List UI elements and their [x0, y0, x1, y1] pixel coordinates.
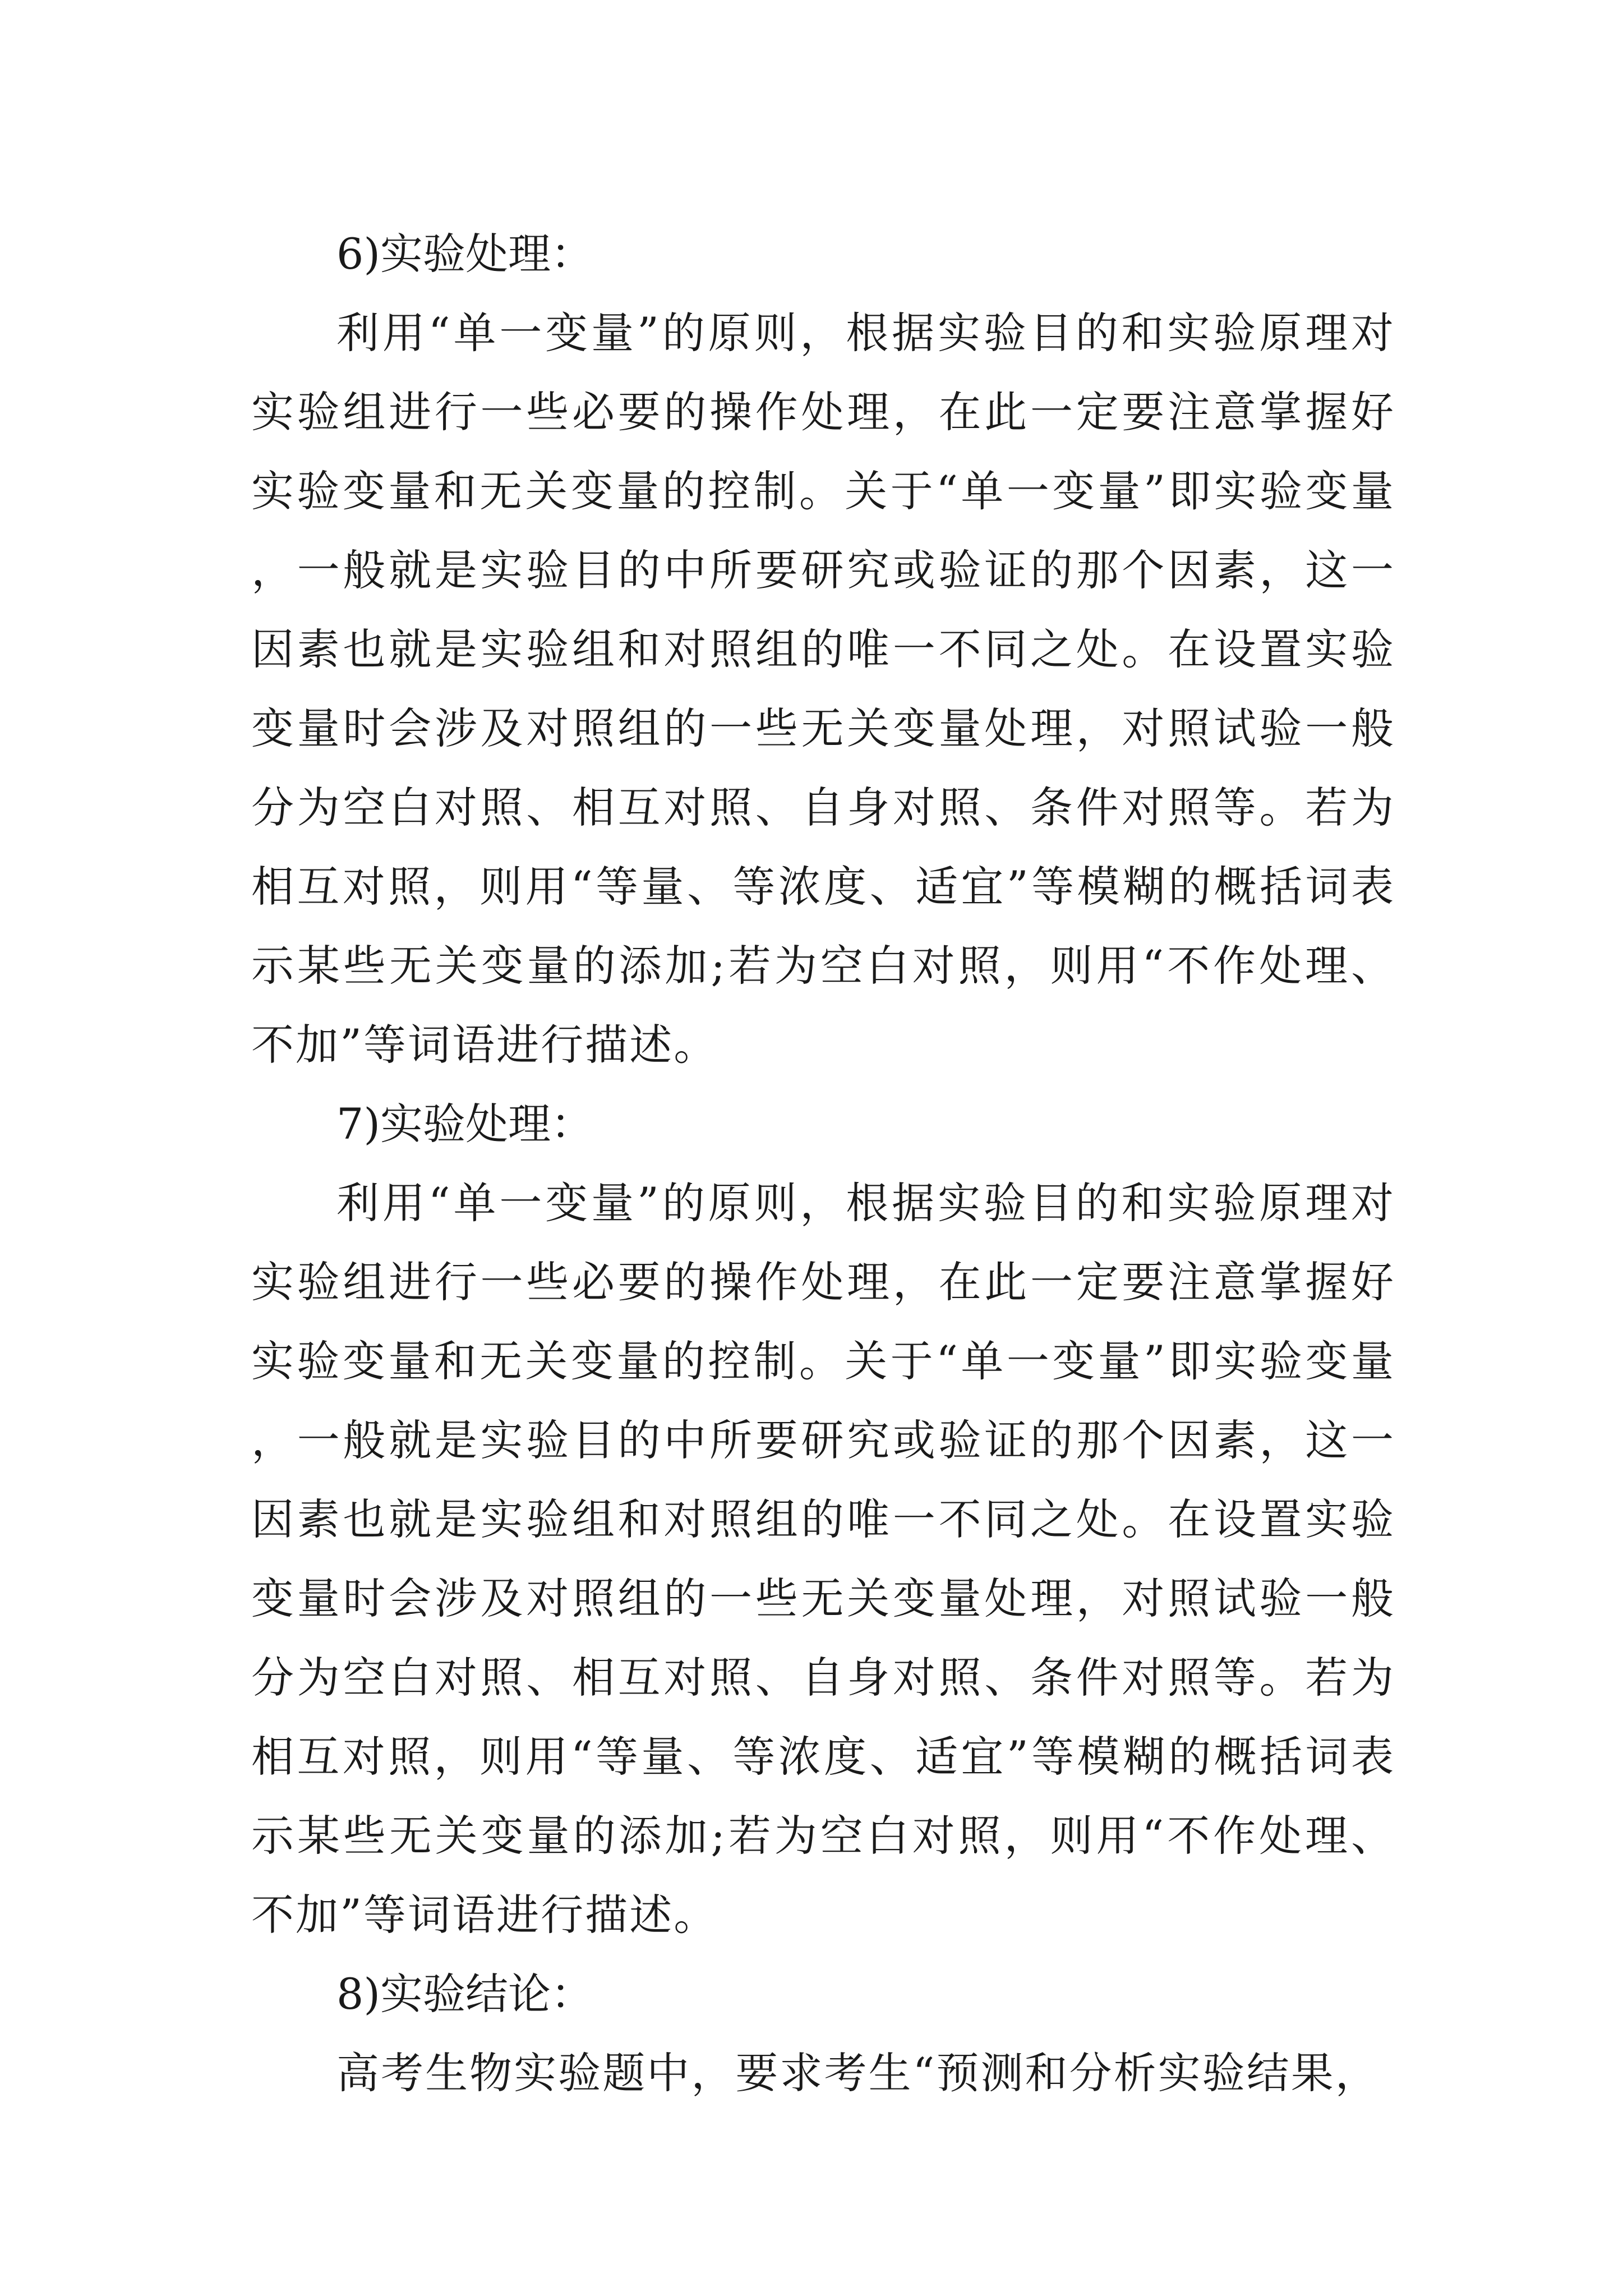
section-paragraph: 利用“单一变量”的原则，根据实验目的和实验原理对实验组进行一些必要的操作处理，在此一定要注意掌握好实验变量和无关变量的控制。关于“单一变量”即实验变量，一般就是实验目的中所要研究或验证的那个因素，这一因素也就是实验组和对照组的唯一不同之处。在设置实验变量时会涉及对照组的一些无关变量处理，对照试验一般分为空白对照、相互对照、自身对照、条件对照等。若为相互对照，则用“等量、等浓度、适宜”等模糊的概括词表示某些无关变量的添加;若为空白对照，则用“不作处理、不加”等词语进行描述。: [251, 1178, 1395, 1940]
section-heading: 7)实验处理：: [336, 1099, 594, 1149]
section-heading: 8)实验结论：: [336, 1969, 594, 2019]
section-paragraph: 高考生物实验题中，要求考生“预测和分析实验结果，: [336, 2048, 1380, 2098]
section-paragraph: 利用“单一变量”的原则，根据实验目的和实验原理对实验组进行一些必要的操作处理，在此一定要注意掌握好实验变量和无关变量的控制。关于“单一变量”即实验变量，一般就是实验目的中所要研究或验证的那个因素，这一因素也就是实验组和对照组的唯一不同之处。在设置实验变量时会涉及对照组的一些无关变量处理，对照试验一般分为空白对照、相互对照、自身对照、条件对照等。若为相互对照，则用“等量、等浓度、适宜”等模糊的概括词表示某些无关变量的添加;若为空白对照，则用“不作处理、不加”等词语进行描述。: [251, 308, 1395, 1070]
document-body: [251, 214, 1395, 2113]
section-6: [251, 214, 1395, 1084]
section-7: [251, 1084, 1395, 1954]
section-8: [251, 1954, 1395, 2113]
section-heading: 6)实验处理：: [336, 229, 594, 279]
